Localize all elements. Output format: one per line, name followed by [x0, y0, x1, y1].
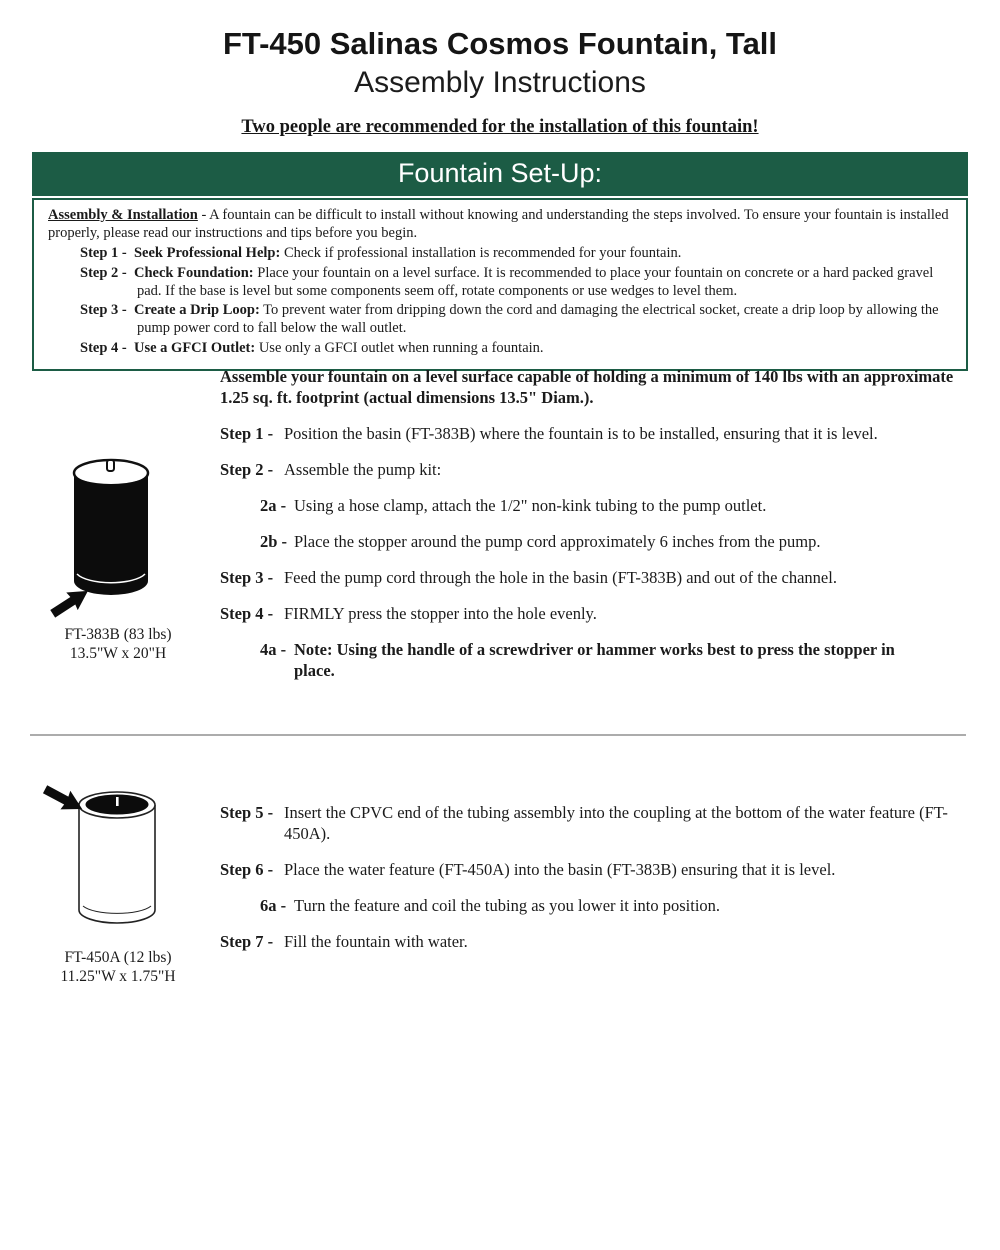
assembly-step-4a: [260, 639, 914, 681]
setup-step-3-label: Step 3 -: [80, 302, 127, 319]
assembly-step-4-text: FIRMLY press the stopper into the hole evenly.: [284, 604, 597, 623]
setup-step-2: [80, 265, 954, 300]
assembly-step-4: [220, 603, 960, 624]
setup-step-2-title: Check Foundation:: [133, 265, 254, 282]
assembly-step-6: [220, 859, 960, 880]
basin-caption: [42, 625, 194, 663]
assembly-step-2b-label: 2b -: [260, 532, 288, 551]
setup-step-4: [80, 340, 954, 358]
assembly-step-4a-label: 4a -: [260, 640, 287, 659]
setup-step-3-text: To prevent water from dripping down the cord and damaging the electrical socket, create a drip loop by allowing the pump power cord to fall below the wall outlet.: [137, 302, 939, 337]
setup-step-1-label: Step 1 -: [80, 245, 127, 262]
assembly-step-6-text: Place the water feature (FT-450A) into the basin (FT-383B) ensuring that it is level.: [284, 860, 836, 879]
assembly-step-6-label: Step 6 -: [220, 860, 274, 879]
assembly-step-7-text: Fill the fountain with water.: [284, 932, 468, 951]
assembly-step-5-label: Step 5 -: [220, 803, 274, 822]
assembly-step-6a-label: 6a -: [260, 896, 287, 915]
setup-step-1-text: Check if professional installation is recommended for your fountain.: [283, 245, 682, 262]
water-feature-caption-dimensions: 11.25"W x 1.75"H: [60, 968, 176, 985]
assembly-step-2a-text: Using a hose clamp, attach the 1/2" non-kink tubing to the pump outlet.: [294, 496, 767, 515]
basin-caption-model: FT-383B (83 lbs): [64, 626, 172, 643]
section-divider: [30, 734, 966, 736]
basin-caption-dimensions: 13.5"W x 20"H: [69, 645, 167, 662]
water-feature-illustration: [42, 780, 202, 935]
basin-figure: [42, 455, 194, 663]
assembly-step-2b-text: Place the stopper around the pump cord approximately 6 inches from the pump.: [294, 532, 821, 551]
setup-step-2-label: Step 2 -: [80, 265, 127, 282]
assembly-step-6a: [260, 895, 914, 916]
page-subtitle: Assembly Instructions: [354, 66, 646, 99]
assembly-step-3-label: Step 3 -: [220, 568, 274, 587]
assembly-step-1-text: Position the basin (FT-383B) where the fountain is to be installed, ensuring that it is level.: [284, 424, 878, 443]
assembly-step-2: [220, 459, 960, 480]
assembly-step-2-text: Assemble the pump kit:: [284, 460, 442, 479]
assembly-step-2a-label: 2a -: [260, 496, 287, 515]
setup-step-4-label: Step 4 -: [80, 339, 127, 356]
assembly-section-2: [220, 802, 965, 967]
water-feature-caption: [42, 948, 194, 986]
setup-step-1: [80, 245, 954, 263]
document-header: [0, 0, 1000, 138]
water-feature-caption-model: FT-450A (12 lbs): [64, 949, 172, 966]
setup-instructions-box: [32, 198, 968, 371]
setup-intro-paragraph: [48, 207, 954, 242]
assembly-step-5: [220, 802, 960, 844]
assembly-step-2b: [260, 531, 914, 552]
assembly-step-6a-text: Turn the feature and coil the tubing as you lower it into position.: [294, 896, 721, 915]
two-people-notice: Two people are recommended for the installation of this fountain!: [241, 117, 759, 137]
setup-step-3-title: Create a Drip Loop:: [133, 302, 260, 319]
setup-intro-dash-text: - A fountain can be difficult to install without knowing and understanding the steps involved. To ensure your fountain is installed properly, please read our instructions and tips before you begin.: [48, 207, 949, 241]
setup-step-2-text: Place your fountain on a level surface. It is recommended to place your fountain on concrete or a hard packed gravel pad. If the base is level but some components seem off, rotate components or use wedges to level them.: [137, 265, 934, 299]
assembly-step-3: [220, 567, 960, 588]
assembly-step-7-label: Step 7 -: [220, 932, 274, 951]
assembly-step-5-text: Insert the CPVC end of the tubing assembly into the coupling at the bottom of the water feature (FT-450A).: [284, 803, 948, 843]
fountain-setup-banner: Fountain Set-Up:: [32, 152, 968, 196]
assembly-step-1-label: Step 1 -: [220, 424, 274, 443]
setup-step-3: [80, 302, 954, 337]
setup-step-4-text: Use only a GFCI outlet when running a fountain.: [258, 339, 544, 356]
basin-illustration: [43, 455, 193, 620]
assembly-step-2a: [260, 495, 914, 516]
page-title: FT-450 Salinas Cosmos Fountain, Tall: [222, 26, 778, 61]
setup-step-4-title: Use a GFCI Outlet:: [133, 339, 256, 356]
assembly-section-1: [220, 366, 965, 696]
setup-step-1-title: Seek Professional Help:: [133, 245, 281, 262]
assembly-intro: Assemble your fountain on a level surface capable of holding a minimum of 140 lbs with an approximate 1.25 sq. ft. footprint (actual dimensions 13.5" Diam.).: [220, 367, 954, 407]
assembly-step-2-label: Step 2 -: [220, 460, 274, 479]
water-feature-figure: [42, 780, 194, 986]
assembly-step-7: [220, 931, 960, 952]
assembly-step-1: [220, 423, 960, 444]
assembly-step-4a-text: Note: Using the handle of a screwdriver or hammer works best to press the stopper in place.: [294, 640, 895, 680]
assembly-step-4-label: Step 4 -: [220, 604, 274, 623]
setup-intro-heading: Assembly & Installation: [48, 207, 198, 223]
assembly-step-3-text: Feed the pump cord through the hole in the basin (FT-383B) and out of the channel.: [284, 568, 837, 587]
